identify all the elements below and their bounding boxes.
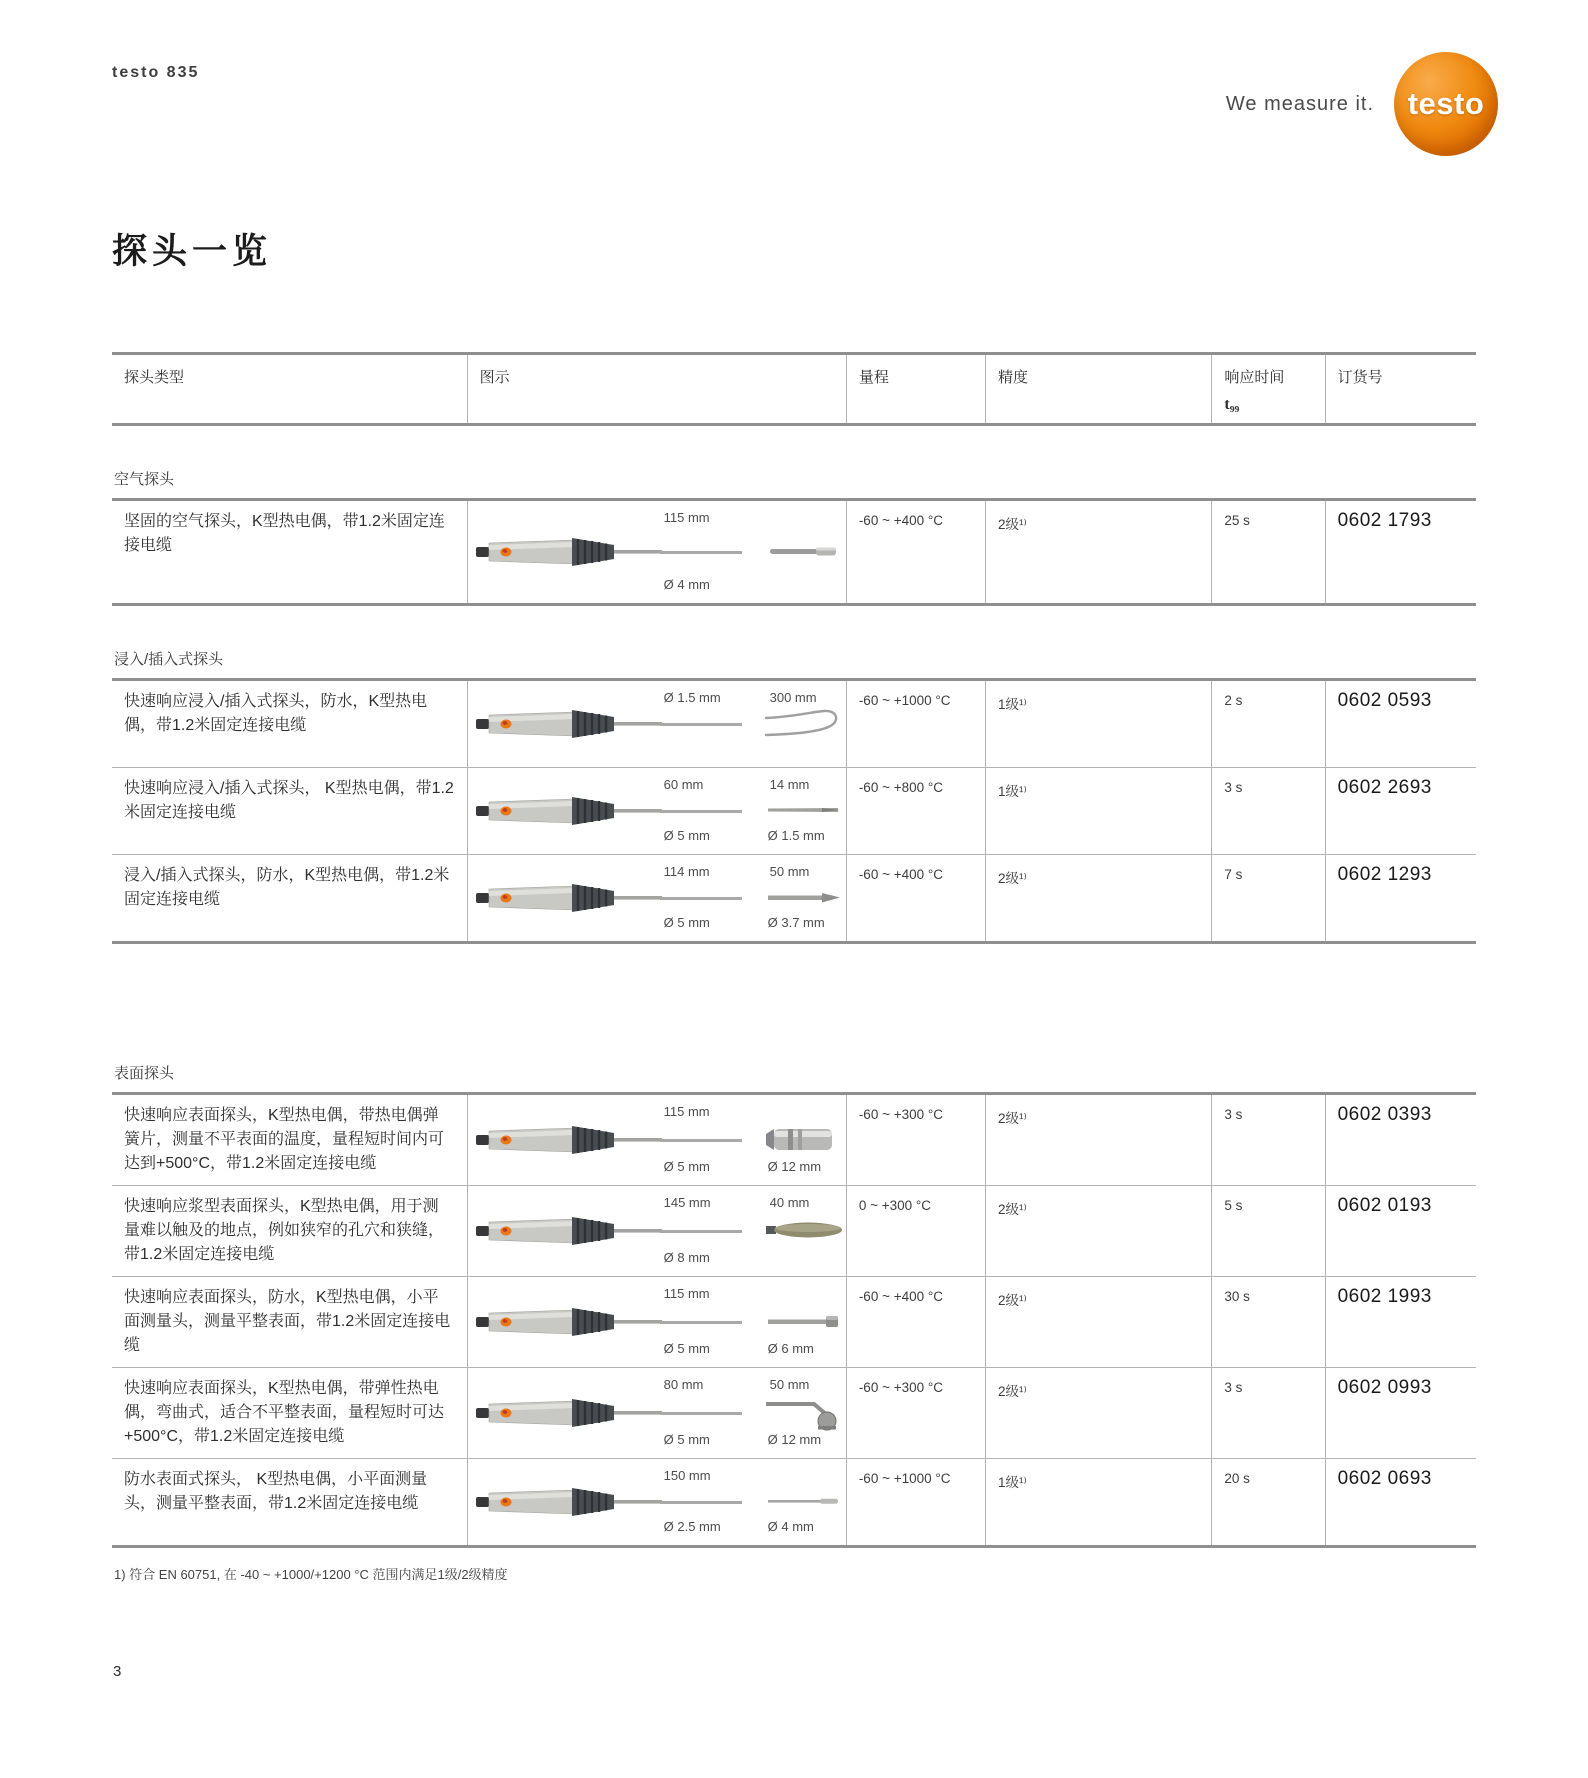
dimension-label: 14 mm bbox=[769, 777, 810, 792]
accuracy-class: 2级¹⁾ bbox=[997, 1384, 1027, 1399]
response-cell bbox=[1211, 1459, 1324, 1545]
dimension-label: 80 mm bbox=[663, 1377, 704, 1392]
order-number: 0602 0693 bbox=[1337, 1468, 1432, 1489]
response-time: 7 s bbox=[1224, 867, 1243, 882]
range-cell bbox=[846, 501, 985, 603]
probe-tip-image bbox=[764, 789, 844, 833]
response-cell bbox=[1211, 1186, 1324, 1276]
order-cell bbox=[1325, 1459, 1476, 1545]
response-time: 5 s bbox=[1224, 1198, 1243, 1213]
range-cell bbox=[846, 768, 985, 854]
probe-tip-image bbox=[764, 1209, 844, 1253]
probe-shaft bbox=[660, 551, 742, 554]
probe-row bbox=[112, 1367, 1476, 1458]
probe-row bbox=[112, 1095, 1476, 1185]
probe-handle-image bbox=[476, 1478, 662, 1526]
probe-tip-image bbox=[764, 1391, 844, 1435]
order-cell bbox=[1325, 1186, 1476, 1276]
measuring-range: -60 ~ +300 °C bbox=[858, 1107, 944, 1122]
dimension-label: 40 mm bbox=[769, 1195, 810, 1210]
order-cell bbox=[1325, 1095, 1476, 1185]
probe-handle-image bbox=[476, 787, 662, 835]
probe-illustration bbox=[468, 1186, 846, 1276]
response-cell bbox=[1211, 1368, 1324, 1458]
footnote: 1) 符合 EN 60751, 在 -40 ~ +1000/+1200 °C 范围内满足1级/2级精度 bbox=[114, 1567, 508, 1582]
measuring-range: -60 ~ +400 °C bbox=[858, 513, 944, 528]
probe-handle-image bbox=[476, 700, 662, 748]
probe-handle-image bbox=[476, 874, 662, 922]
probe-type-cell bbox=[112, 681, 467, 767]
order-cell bbox=[1325, 681, 1476, 767]
probe-shaft bbox=[660, 1501, 742, 1504]
dimension-label: 115 mm bbox=[663, 1104, 710, 1119]
order-number: 0602 0193 bbox=[1337, 1195, 1432, 1216]
probe-description: 快速响应浸入/插入式探头， K型热电偶，带1.2米固定连接电缆 bbox=[124, 780, 454, 821]
testo-logo-icon bbox=[1394, 52, 1498, 156]
dimension-label: Ø 12 mm bbox=[767, 1432, 822, 1447]
page-number: 3 bbox=[113, 1663, 122, 1680]
dimension-label: Ø 8 mm bbox=[663, 1250, 710, 1265]
probe-description: 坚固的空气探头，K型热电偶，带1.2米固定连接电缆 bbox=[124, 513, 445, 554]
order-number: 0602 2693 bbox=[1337, 777, 1432, 798]
probe-description: 快速响应表面探头，K型热电偶，带热电偶弹簧片，测量不平表面的温度，量程短时间内可达到+500°C，带1.2米固定连接电缆 bbox=[124, 1107, 445, 1172]
table-header-row bbox=[112, 352, 1476, 426]
probe-section bbox=[112, 648, 1476, 944]
probe-illustration bbox=[468, 681, 846, 767]
probe-tip-image bbox=[764, 1118, 844, 1162]
dimension-label: Ø 6 mm bbox=[767, 1341, 814, 1356]
probe-type-cell bbox=[112, 768, 467, 854]
probe-type-cell bbox=[112, 1277, 467, 1367]
dimension-label: Ø 5 mm bbox=[663, 828, 710, 843]
probe-illustration-cell bbox=[467, 1459, 846, 1545]
probe-illustration-cell bbox=[467, 1095, 846, 1185]
dimension-label: 115 mm bbox=[663, 1286, 710, 1301]
probe-illustration-cell bbox=[467, 855, 846, 941]
order-number: 0602 0393 bbox=[1337, 1104, 1432, 1125]
response-cell bbox=[1211, 1095, 1324, 1185]
dimension-label: Ø 5 mm bbox=[663, 915, 710, 930]
col-header-order-no: 订货号 bbox=[1325, 355, 1476, 423]
probe-description: 快速响应浆型表面探头，K型热电偶，用于测量难以触及的地点，例如狭窄的孔穴和狭缝，带1.2米固定连接电缆 bbox=[124, 1198, 445, 1263]
order-cell bbox=[1325, 768, 1476, 854]
probe-row bbox=[112, 1276, 1476, 1367]
col-header-illustration: 图示 bbox=[467, 355, 846, 423]
response-cell bbox=[1211, 768, 1324, 854]
range-cell bbox=[846, 1277, 985, 1367]
response-time-label: 响应时间 bbox=[1224, 369, 1285, 386]
accuracy-cell bbox=[985, 681, 1211, 767]
dimension-label: 115 mm bbox=[663, 510, 710, 525]
logo-text: testo bbox=[1407, 86, 1485, 121]
col-header-response-time bbox=[1211, 355, 1324, 423]
order-number: 0602 0993 bbox=[1337, 1377, 1432, 1398]
accuracy-class: 2级¹⁾ bbox=[997, 1202, 1027, 1217]
dimension-label: Ø 3.7 mm bbox=[767, 915, 825, 930]
page-header bbox=[112, 0, 1485, 156]
probe-type-cell bbox=[112, 501, 467, 603]
response-time: 30 s bbox=[1224, 1289, 1250, 1304]
probe-handle-image bbox=[476, 528, 662, 576]
probe-shaft bbox=[660, 897, 742, 900]
dimension-label: 150 mm bbox=[663, 1468, 711, 1483]
order-cell bbox=[1325, 1277, 1476, 1367]
probe-illustration bbox=[468, 1277, 846, 1367]
range-cell bbox=[846, 1095, 985, 1185]
section-label: 浸入/插入式探头 bbox=[114, 651, 224, 668]
accuracy-cell bbox=[985, 855, 1211, 941]
probe-handle-image bbox=[476, 1298, 662, 1346]
accuracy-cell bbox=[985, 501, 1211, 603]
probe-row bbox=[112, 681, 1476, 767]
section-label: 空气探头 bbox=[114, 471, 175, 488]
accuracy-cell bbox=[985, 768, 1211, 854]
section-label: 表面探头 bbox=[114, 1065, 175, 1082]
probe-tip-image bbox=[764, 702, 844, 746]
accuracy-cell bbox=[985, 1186, 1211, 1276]
probe-illustration bbox=[468, 501, 846, 603]
dimension-label: Ø 4 mm bbox=[663, 577, 710, 592]
range-cell bbox=[846, 681, 985, 767]
probe-illustration bbox=[468, 1095, 846, 1185]
response-time: 3 s bbox=[1224, 780, 1243, 795]
range-cell bbox=[846, 1186, 985, 1276]
order-number: 0602 1793 bbox=[1337, 510, 1432, 531]
dimension-label: Ø 5 mm bbox=[663, 1159, 710, 1174]
probe-illustration bbox=[468, 855, 846, 941]
probe-illustration bbox=[468, 1459, 846, 1545]
brand-block bbox=[1226, 52, 1498, 156]
probe-illustration-cell bbox=[467, 1277, 846, 1367]
t99-symbol: t₉₉ bbox=[1224, 396, 1240, 413]
dimension-label: Ø 1.5 mm bbox=[663, 690, 721, 705]
dimension-label: 300 mm bbox=[769, 690, 817, 705]
probe-type-cell bbox=[112, 1368, 467, 1458]
dimension-label: 50 mm bbox=[769, 864, 810, 879]
order-number: 0602 1993 bbox=[1337, 1286, 1432, 1307]
response-time: 3 s bbox=[1224, 1380, 1243, 1395]
dimension-label: 145 mm bbox=[663, 1195, 711, 1210]
probe-row bbox=[112, 767, 1476, 854]
probe-section bbox=[112, 468, 1476, 606]
section-rows bbox=[112, 1092, 1476, 1548]
probe-illustration bbox=[468, 1368, 846, 1458]
probe-section bbox=[112, 1062, 1476, 1548]
col-header-accuracy: 精度 bbox=[985, 355, 1211, 423]
measuring-range: -60 ~ +1000 °C bbox=[858, 693, 951, 708]
probe-type-cell bbox=[112, 1095, 467, 1185]
probe-illustration-cell bbox=[467, 501, 846, 603]
range-cell bbox=[846, 1459, 985, 1545]
dimension-label: Ø 2.5 mm bbox=[663, 1519, 721, 1534]
probe-table bbox=[112, 468, 1476, 1548]
probe-row bbox=[112, 1458, 1476, 1545]
accuracy-cell bbox=[985, 1277, 1211, 1367]
probe-type-cell bbox=[112, 1186, 467, 1276]
probe-description: 快速响应浸入/插入式探头，防水，K型热电偶，带1.2米固定连接电缆 bbox=[124, 693, 428, 734]
response-time: 2 s bbox=[1224, 693, 1243, 708]
measuring-range: 0 ~ +300 °C bbox=[858, 1198, 932, 1213]
col-header-probe-type: 探头类型 bbox=[124, 369, 185, 386]
range-cell bbox=[846, 855, 985, 941]
probe-row bbox=[112, 1185, 1476, 1276]
probe-description: 防水表面式探头， K型热电偶，小平面测量头，测量平整表面，带1.2米固定连接电缆 bbox=[124, 1471, 428, 1512]
accuracy-class: 2级¹⁾ bbox=[997, 1111, 1027, 1126]
probe-shaft bbox=[660, 1321, 742, 1324]
probe-illustration-cell bbox=[467, 1368, 846, 1458]
order-cell bbox=[1325, 855, 1476, 941]
probe-shaft bbox=[660, 723, 742, 726]
probe-description: 浸入/插入式探头，防水，K型热电偶，带1.2米固定连接电缆 bbox=[124, 867, 450, 908]
probe-handle-image bbox=[476, 1389, 662, 1437]
dimension-label: Ø 1.5 mm bbox=[767, 828, 825, 843]
probe-tip-image bbox=[764, 876, 844, 920]
order-number: 0602 1293 bbox=[1337, 864, 1432, 885]
dimension-label: Ø 5 mm bbox=[663, 1341, 710, 1356]
response-time: 3 s bbox=[1224, 1107, 1243, 1122]
product-name: testo 835 bbox=[112, 64, 200, 81]
accuracy-cell bbox=[985, 1459, 1211, 1545]
probe-tip-image bbox=[764, 1300, 844, 1344]
range-cell bbox=[846, 1368, 985, 1458]
probe-row bbox=[112, 501, 1476, 603]
probe-handle-image bbox=[476, 1207, 662, 1255]
probe-illustration bbox=[468, 768, 846, 854]
probe-type-cell bbox=[112, 1459, 467, 1545]
response-cell bbox=[1211, 681, 1324, 767]
page-title: 探头一览 bbox=[112, 232, 273, 271]
dimension-label: Ø 5 mm bbox=[663, 1432, 710, 1447]
measuring-range: -60 ~ +1000 °C bbox=[858, 1471, 951, 1486]
measuring-range: -60 ~ +800 °C bbox=[858, 780, 944, 795]
measuring-range: -60 ~ +400 °C bbox=[858, 867, 944, 882]
accuracy-cell bbox=[985, 1095, 1211, 1185]
probe-shaft bbox=[660, 1230, 742, 1233]
accuracy-class: 1级¹⁾ bbox=[997, 784, 1027, 799]
response-time: 20 s bbox=[1224, 1471, 1250, 1486]
probe-tip-image bbox=[764, 1480, 844, 1524]
response-cell bbox=[1211, 855, 1324, 941]
accuracy-class: 2级¹⁾ bbox=[997, 871, 1027, 886]
dimension-label: Ø 4 mm bbox=[767, 1519, 814, 1534]
response-cell bbox=[1211, 501, 1324, 603]
probe-shaft bbox=[660, 1412, 742, 1415]
accuracy-class: 2级¹⁾ bbox=[997, 1293, 1027, 1308]
brand-tagline: We measure it. bbox=[1225, 92, 1374, 115]
order-number: 0602 0593 bbox=[1337, 690, 1432, 711]
measuring-range: -60 ~ +300 °C bbox=[858, 1380, 944, 1395]
probe-illustration-cell bbox=[467, 681, 846, 767]
accuracy-class: 1级¹⁾ bbox=[997, 1475, 1027, 1490]
dimension-label: 50 mm bbox=[769, 1377, 810, 1392]
accuracy-class: 1级¹⁾ bbox=[997, 697, 1027, 712]
dimension-label: Ø 12 mm bbox=[767, 1159, 822, 1174]
col-header-range: 量程 bbox=[846, 355, 985, 423]
order-cell bbox=[1325, 1368, 1476, 1458]
probe-description: 快速响应表面探头，K型热电偶，带弹性热电偶，弯曲式，适合不平整表面，量程短时可达+500°C，带1.2米固定连接电缆 bbox=[124, 1380, 445, 1445]
accuracy-cell bbox=[985, 1368, 1211, 1458]
section-rows bbox=[112, 498, 1476, 606]
probe-illustration-cell bbox=[467, 768, 846, 854]
probe-tip-image bbox=[764, 530, 844, 574]
response-time: 25 s bbox=[1224, 513, 1250, 528]
accuracy-class: 2级¹⁾ bbox=[997, 517, 1027, 532]
order-cell bbox=[1325, 501, 1476, 603]
probe-type-cell bbox=[112, 855, 467, 941]
dimension-label: 60 mm bbox=[663, 777, 704, 792]
probe-handle-image bbox=[476, 1116, 662, 1164]
probe-illustration-cell bbox=[467, 1186, 846, 1276]
probe-shaft bbox=[660, 810, 742, 813]
measuring-range: -60 ~ +400 °C bbox=[858, 1289, 944, 1304]
probe-shaft bbox=[660, 1139, 742, 1142]
response-cell bbox=[1211, 1277, 1324, 1367]
probe-description: 快速响应表面探头，防水，K型热电偶，小平面测量头，测量平整表面，带1.2米固定连接电缆 bbox=[124, 1289, 451, 1354]
probe-row bbox=[112, 854, 1476, 941]
dimension-label: 114 mm bbox=[663, 864, 710, 879]
section-rows bbox=[112, 678, 1476, 944]
